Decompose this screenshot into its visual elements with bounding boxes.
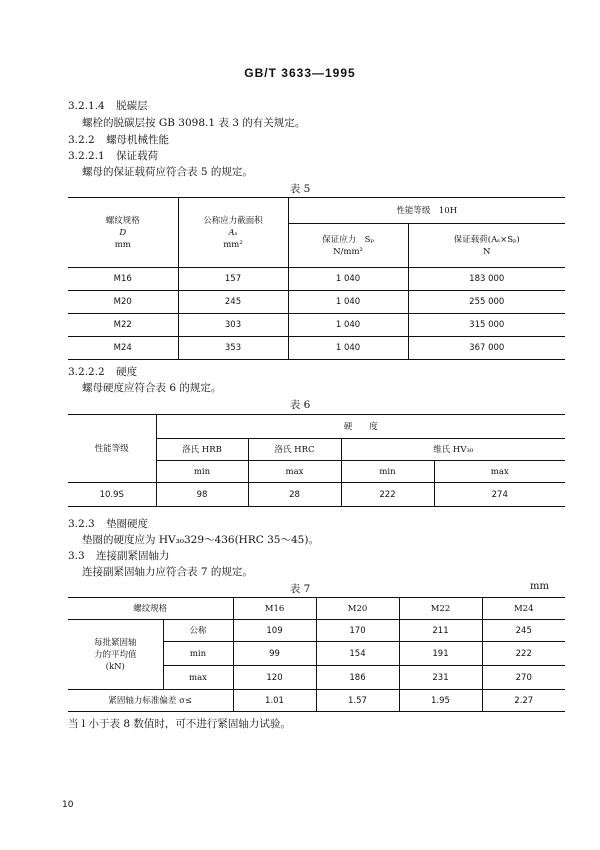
table-row: M24 353 1 040 367 000 [68, 337, 565, 360]
section-323-text: 垫圈的硬度应为 HV₃₀329～436(HRC 35～45)。 [82, 534, 319, 546]
table7-header-spec: 螺纹规格 [68, 598, 233, 620]
table5-header-spec: 螺纹规格 D mm [68, 198, 178, 268]
table5-header-grade: 性能等级 10H [288, 198, 565, 224]
page-number: 10 [62, 800, 74, 810]
table5-header-stress: 保证应力 Sₚ N/mm² [288, 224, 408, 268]
section-3214-heading [68, 98, 148, 113]
section-3222-text: 螺母硬度应符合表 6 的规定。 [82, 382, 222, 394]
table7-unit: mm [530, 581, 549, 592]
table6 [68, 414, 565, 507]
section-number: 3.2.1.4 [68, 100, 105, 112]
section-3221-heading [68, 148, 158, 163]
table-row: M16 157 1 040 183 000 [68, 268, 565, 291]
table-row: 每批紧固轴 力的平均值 (kN) 公称 109 170 211 245 [68, 620, 565, 642]
section-3221-text: 螺母的保证载荷应符合表 5 的规定。 [82, 166, 253, 178]
section-number: 3.2.3 [68, 518, 95, 530]
table7-col-m24: M24 [482, 598, 565, 620]
section-number: 3.2.2 [68, 134, 95, 146]
table-row: max 120 186 231 270 [68, 666, 565, 690]
table-row: M22 303 1 040 315 000 [68, 314, 565, 337]
table5-header-area: 公称应力截面积 Aₛ mm² [178, 198, 288, 268]
table6-header-hardness: 硬 度 [156, 415, 565, 439]
table6-header-max: max [434, 461, 565, 483]
table6-header-min: min [156, 461, 248, 483]
section-3222-heading [68, 364, 137, 379]
section-number: 3.2.2.2 [68, 366, 105, 378]
table6-header-grade: 性能等级 [68, 415, 156, 483]
table5-caption: 表 5 [289, 183, 311, 195]
section-number: 3.3 [68, 550, 85, 562]
table6-header-hrb: 洛氏 HRB [156, 439, 248, 461]
table6-caption: 表 6 [289, 399, 311, 411]
section-title: 硬度 [116, 366, 138, 378]
table6-header-hrc: 洛氏 HRC [248, 439, 341, 461]
table7-dev-label: 紧固轴力标准偏差 σ≤ [68, 690, 233, 712]
table7-group-label: 每批紧固轴 力的平均值 (kN) [68, 620, 163, 690]
table-row: M20 245 1 040 255 000 [68, 291, 565, 314]
table7-col-m22: M22 [399, 598, 482, 620]
section-33-text: 连接副紧固轴力应符合表 7 的规定。 [82, 566, 253, 578]
section-title: 垫圈硬度 [106, 518, 149, 530]
section-title: 脱碳层 [116, 100, 148, 112]
section-title: 连接副紧固轴力 [96, 550, 170, 562]
table6-header-max: max [248, 461, 341, 483]
section-title: 螺母机械性能 [106, 134, 170, 146]
table-row: min 99 154 191 222 [68, 642, 565, 666]
section-33-heading [68, 548, 170, 563]
table7-note: 当 l 小于表 8 数值时，可不进行紧固轴力试验。 [68, 718, 291, 730]
table7-col-m16: M16 [233, 598, 316, 620]
section-322-heading [68, 132, 169, 147]
table-row: 10.9S 98 28 222 274 [68, 483, 565, 507]
standard-header: GB/T 3633—1995 [244, 66, 356, 80]
table5 [68, 197, 565, 360]
section-number: 3.2.2.1 [68, 150, 105, 162]
table7 [68, 597, 565, 712]
table6-header-hv: 维氏 HV₃₀ [341, 439, 565, 461]
section-title: 保证载荷 [116, 150, 159, 162]
section-3214-text: 螺栓的脱碳层按 GB 3098.1 表 3 的有关规定。 [82, 117, 306, 129]
table7-caption: 表 7 [289, 583, 311, 595]
table6-header-min: min [341, 461, 434, 483]
section-323-heading [68, 516, 148, 531]
table7-col-m20: M20 [316, 598, 399, 620]
table5-header-load: 保证载荷(Aₛ×Sₚ) N [408, 224, 565, 268]
table-row: 紧固轴力标准偏差 σ≤ 1.01 1.57 1.95 2.27 [68, 690, 565, 712]
